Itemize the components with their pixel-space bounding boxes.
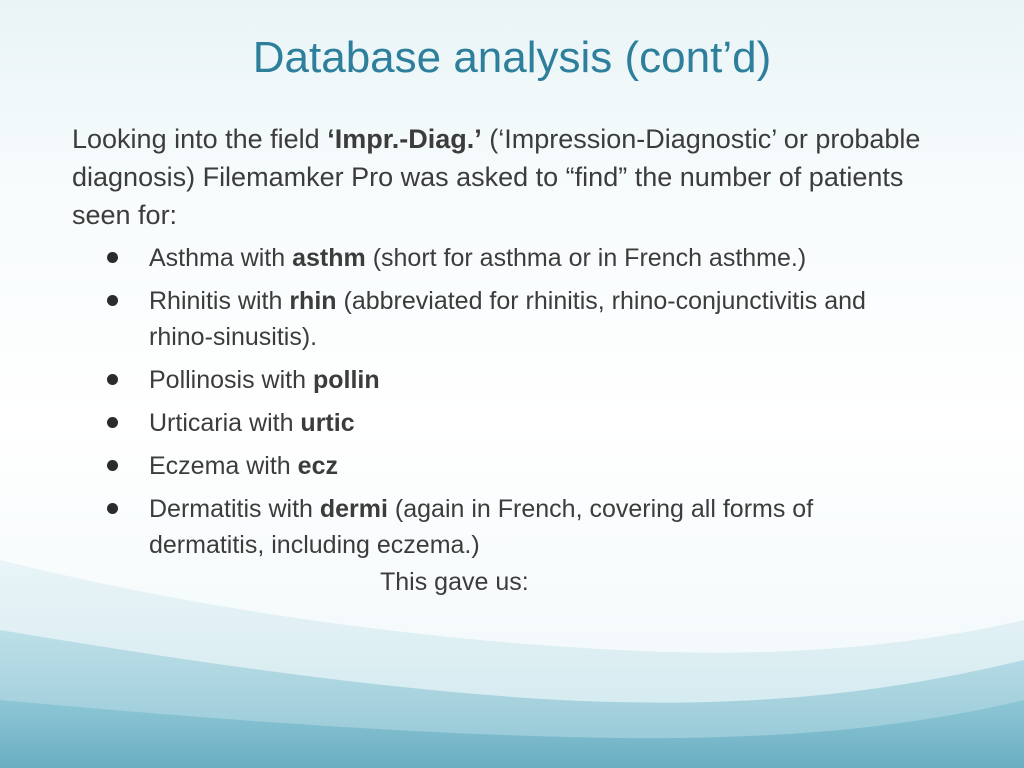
list-item: [104, 283, 914, 355]
item-keyword: ecz: [297, 452, 338, 480]
item-text: Rhinitis with: [149, 287, 290, 315]
item-text: Urticaria with: [149, 409, 301, 437]
bullet-icon: [107, 460, 118, 471]
conclusion-text: This gave us:: [380, 568, 529, 596]
list-item: [104, 405, 914, 441]
item-keyword: asthm: [292, 244, 366, 272]
intro-field-name: ‘Impr.-Diag.’: [327, 124, 482, 154]
item-text: Dermatitis with: [149, 495, 320, 523]
bullet-icon: [107, 295, 118, 306]
item-text: Pollinosis with: [149, 366, 313, 394]
item-text: Asthma with: [149, 244, 293, 272]
intro-text-start: Looking into the field: [72, 124, 328, 154]
item-keyword: dermi: [319, 495, 388, 523]
bullet-icon: [107, 374, 118, 385]
item-keyword: pollin: [312, 366, 380, 394]
list-item: [104, 491, 914, 563]
item-note: (short for asthma or in French asthme.): [365, 244, 807, 272]
list-item: [104, 448, 914, 484]
item-keyword: rhin: [289, 287, 337, 315]
search-term-list: [104, 240, 914, 570]
intro-paragraph: [72, 120, 952, 234]
item-note: (again in French, covering all forms of dermatitis, including eczema.): [149, 495, 814, 559]
item-text: Eczema with: [149, 452, 298, 480]
bullet-icon: [107, 417, 118, 428]
slide-title: Database analysis (cont’d): [252, 33, 772, 82]
bullet-icon: [107, 503, 118, 514]
intro-text-end: (‘Impression-Diagnostic’ or probable diagnosis) Filemamker Pro was asked to “find” the number of patients seen for:: [72, 124, 921, 230]
list-item: [104, 240, 914, 276]
list-item: [104, 362, 914, 398]
bullet-icon: [107, 252, 118, 263]
item-note: (abbreviated for rhinitis, rhino-conjunctivitis and rhino-sinusitis).: [149, 287, 866, 351]
item-keyword: urtic: [300, 409, 355, 437]
